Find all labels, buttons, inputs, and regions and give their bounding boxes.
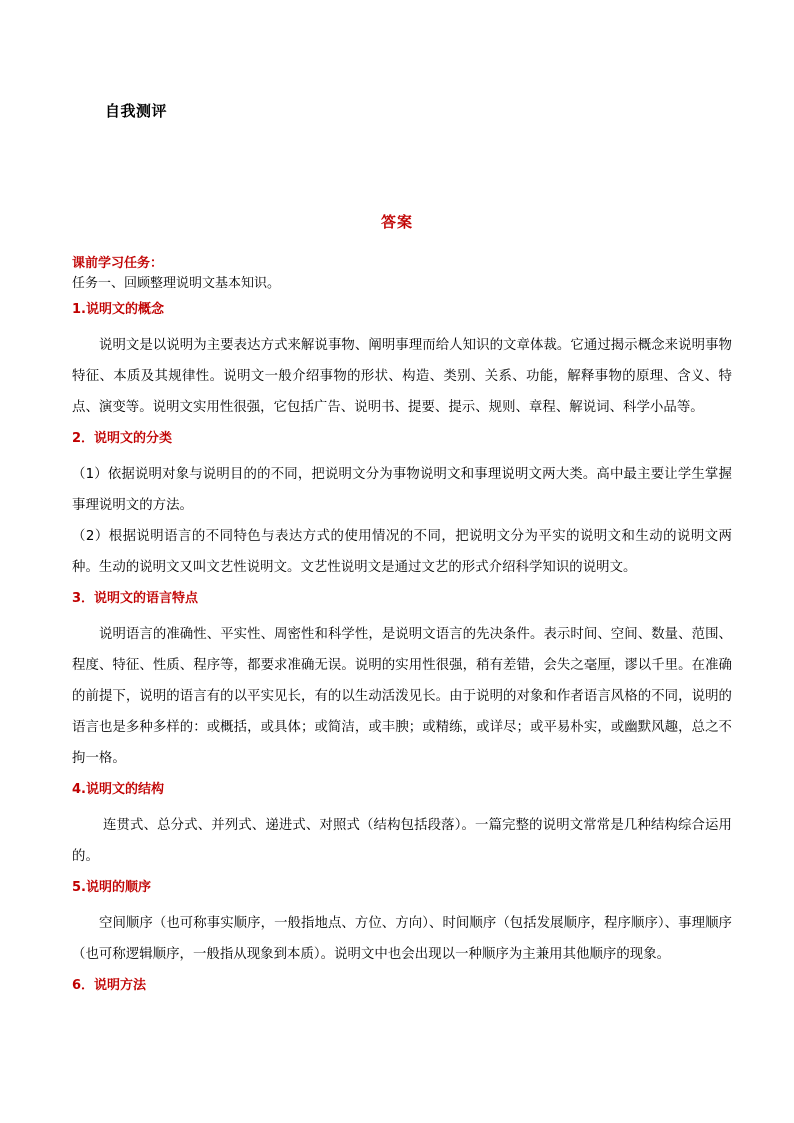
self-test-heading: 自我测评: [105, 102, 168, 120]
section-2-paragraph-2: （2）根据说明语言的不同特色与表达方式的使用情况的不同，把说明文分为平实的说明文和生动的说明文两种。生动的说明文又叫文艺性说明文。文艺性说明文是通过文艺的形式介绍科学知识的说明文。: [72, 529, 732, 575]
section-2-heading: 2．说明文的分类: [72, 431, 173, 446]
section-3-heading: 3．说明文的语言特点: [72, 591, 199, 606]
section-1-heading: 1.说明文的概念: [72, 302, 164, 317]
task-one: 任务一、回顾整理说明文基本知识。: [72, 276, 281, 291]
section-5-heading: 5.说明的顺序: [72, 880, 151, 895]
section-4-heading: 4.说明文的结构: [72, 782, 164, 797]
section-5-paragraph: 空间顺序（也可称事实顺序，一般指地点、方位、方向）、时间顺序（包括发展顺序，程序顺序）、事理顺序（也可称逻辑顺序，一般指从现象到本质）。说明文中也会出现以一种顺序为主兼用其他顺序的现象。: [72, 916, 732, 962]
task-heading: 课前学习任务：: [72, 256, 164, 271]
section-1-paragraph: 说明文是以说明为主要表达方式来解说事物、阐明事理而给人知识的文章体裁。它通过揭示概念来说明事物特征、本质及其规律性。说明文一般介绍事物的形状、构造、类别、关系、功能，解释事物的原理、含义、特点、演变等。说明文实用性很强，它包括广告、说明书、提要、提示、规则、章程、解说词、科学小品等。: [72, 338, 732, 415]
section-2-paragraph-1: （1）依据说明对象与说明目的的不同，把说明文分为事物说明文和事理说明文两大类。高中最主要让学生掌握事理说明文的方法。: [72, 467, 732, 513]
section-6-heading: 6．说明方法: [72, 978, 147, 993]
answer-content: [72, 254, 732, 1006]
answer-title: 答案: [380, 213, 413, 231]
section-3-paragraph: 说明语言的准确性、平实性、周密性和科学性，是说明文语言的先决条件。表示时间、空间、数量、范围、程度、特征、性质、程序等，都要求准确无误。说明的实用性很强，稍有差错，会失之毫厘，谬以千里。在准确的前提下，说明的语言有的以平实见长，有的以生动活泼见长。由于说明的对象和作者语言风格的不同，说明的语言也是多种多样的：或概括，或具体；或简洁，或丰腴；或精练，或详尽；或平易朴实，或幽默风趣，总之不拘一格。: [72, 627, 732, 766]
section-4-paragraph: 连贯式、总分式、并列式、递进式、对照式（结构包括段落）。一篇完整的说明文常常是几种结构综合运用的。: [72, 818, 732, 864]
